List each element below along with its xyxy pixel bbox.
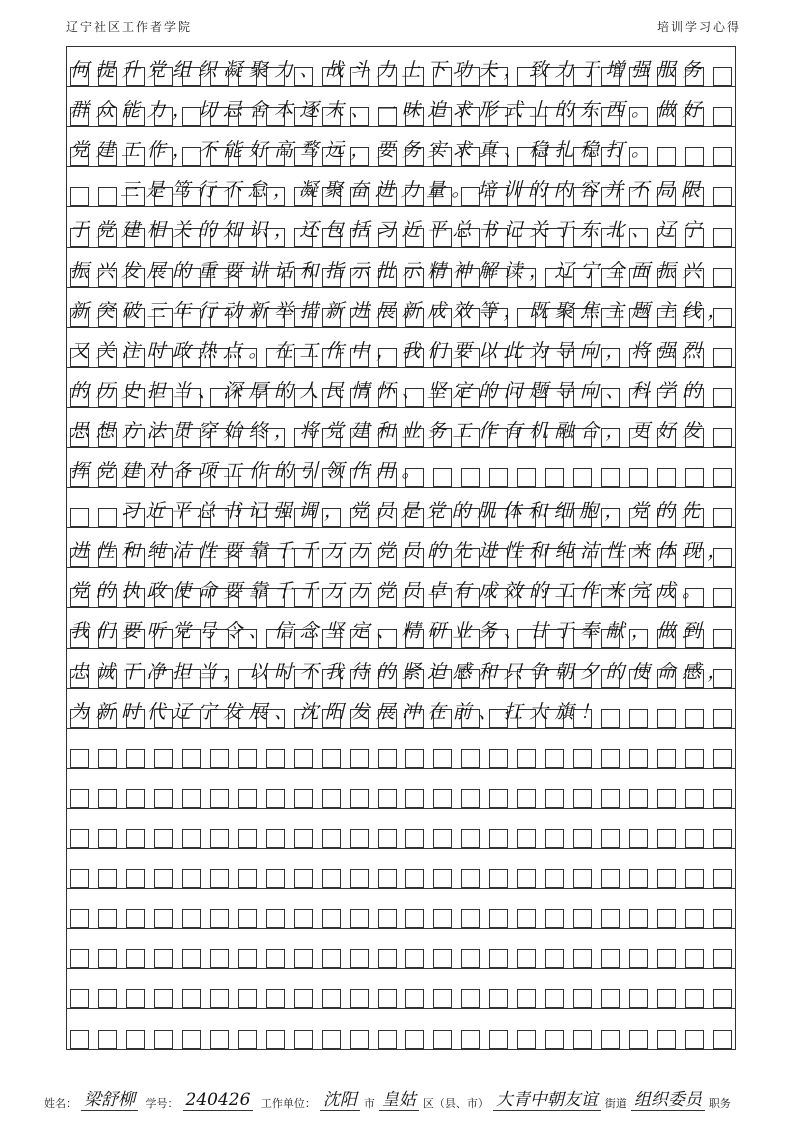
footer-signature-line: [44, 1085, 764, 1111]
post-value: 组织委员: [631, 1085, 705, 1111]
handwritten-line: 忠诚干净担当，以时不我待的紧迫感和只争朝夕的使命感，: [70, 660, 734, 683]
handwritten-line: 三是笃行不怠，凝聚奋进力量。培训的内容并不局限: [120, 179, 707, 202]
sheet-row: [66, 848, 736, 888]
sheet-row: [66, 327, 736, 367]
header-doc-title: 培训学习心得: [656, 20, 741, 34]
sheet-row: [66, 567, 736, 607]
row-rule: [66, 1049, 736, 1050]
handwritten-line: 思想方法贯穿始终，将党建和业务工作有机融合，更好发: [70, 419, 708, 442]
handwritten-line: 我们要听党号令、信念坚定、精研业务、甘于奉献，做到: [70, 620, 708, 643]
handwritten-line: 党的执政使命要靠千千万万党员卓有成效的工作来完成。: [70, 580, 708, 603]
sheet-row: [66, 808, 736, 848]
sheet-row: [66, 1008, 736, 1048]
sheet-border: [735, 46, 736, 1049]
sheet-row: [66, 206, 736, 246]
sheet-row: [66, 968, 736, 1008]
sheet-row: [66, 527, 736, 567]
handwritten-line: 何提升党组织凝聚力、战斗力上下功夫，致力于增强服务: [70, 59, 708, 81]
sheet-row: [66, 888, 736, 928]
header-org: 辽宁社区工作者学院: [66, 20, 193, 34]
sheet-row: [66, 688, 736, 728]
handwritten-line: 群众能力，切忌舍本逐末、一味追求形式上的东西。做好: [70, 99, 708, 122]
unit-label: 工作单位：: [260, 1097, 316, 1110]
handwritten-line: 习近平总书记强调，党员是党的肌体和细胞，党的先: [120, 500, 707, 523]
handwritten-line: 为新时代辽宁发展、沈阳发展冲在前、扛大旗！: [70, 700, 606, 723]
sheet-row: [66, 648, 736, 688]
sheet-row: [66, 447, 736, 487]
sheet-row: [66, 728, 736, 768]
sheet-row: [66, 407, 736, 447]
handwritten-line: 进性和纯洁性要靠千千万万党员的先进性和纯洁性来体现，: [70, 540, 734, 563]
handwritten-line: 振兴发展的重要讲话和指示批示精神解读，辽宁全面振兴: [70, 259, 708, 282]
handwritten-line: 党建工作，不能好高骛远，要务实求真、稳扎稳打。: [70, 139, 657, 162]
sheet-border: [66, 46, 67, 1049]
sheet-row: [66, 86, 736, 126]
handwritten-line: 的历史担当、深厚的人民情怀、坚定的问题导向、科学的: [70, 379, 708, 402]
district-label: 区（县、市）: [422, 1097, 489, 1110]
handwritten-line: 又关注时政热点。在工作中，我们要以此为导向，将强烈: [70, 339, 708, 362]
sheet-row: [66, 166, 736, 206]
city-value: 沈阳: [320, 1085, 360, 1111]
sheet-row: [66, 768, 736, 808]
sheet-row: [66, 607, 736, 647]
name-value: 梁舒柳: [81, 1085, 138, 1111]
handwritten-line: 挥党建对各项工作的引领作用。: [70, 460, 428, 482]
post-label: 职务: [708, 1097, 731, 1110]
sheet-row: [66, 287, 736, 327]
name-label: 姓名：: [44, 1097, 77, 1110]
id-label: 学号：: [145, 1097, 179, 1110]
writing-sheet: [66, 46, 736, 1068]
sheet-row: [66, 247, 736, 287]
district-value: 皇姑: [379, 1085, 419, 1111]
handwritten-line: 于党建相关的知识，还包括习近平总书记关于东北、辽宁: [70, 219, 708, 242]
street-label: 街道: [604, 1097, 627, 1110]
sheet-row: [66, 46, 736, 86]
city-label: 市: [363, 1097, 375, 1110]
sheet-row: [66, 928, 736, 968]
sheet-row: [66, 367, 736, 407]
sheet-row: [66, 126, 736, 166]
street-value: 大青中朝友谊: [493, 1085, 601, 1111]
id-value: 240426: [183, 1090, 254, 1111]
handwritten-line: 新突破三年行动新举措新进展新成效等，既聚焦主题主线，: [70, 299, 734, 322]
sheet-row: [66, 487, 736, 527]
